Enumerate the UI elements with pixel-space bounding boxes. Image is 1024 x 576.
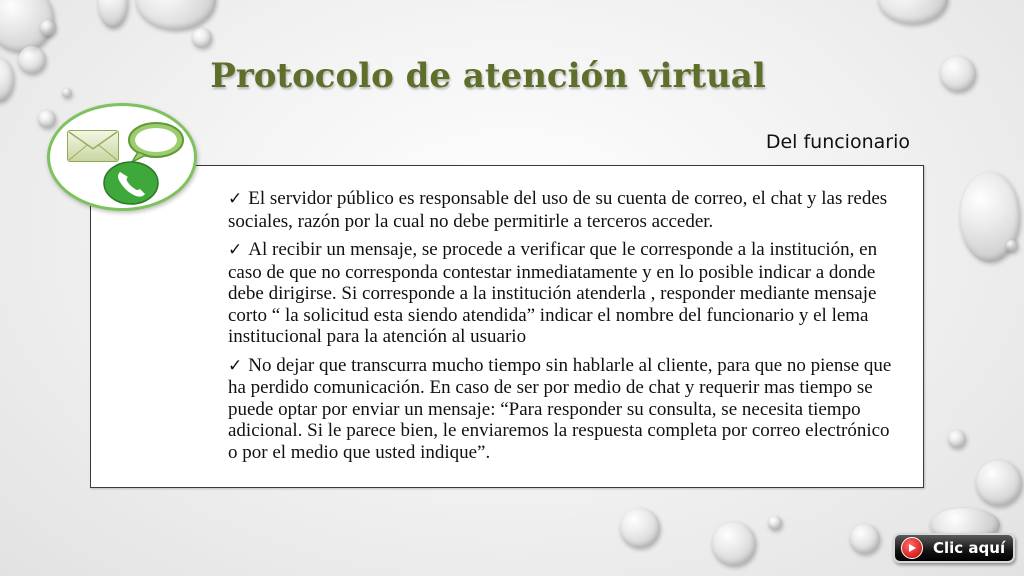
water-drop [878, 0, 948, 24]
water-drop [192, 28, 212, 48]
play-icon [901, 537, 923, 559]
water-drop [850, 524, 880, 554]
bullet-text: El servidor público es responsable del uso de su cuenta de correo, el chat y las redes sociales, razón por la cual no debe permitirle a terceros acceder. [228, 188, 888, 232]
clic-aqui-label: Clic aquí [933, 539, 1006, 557]
water-drop [712, 522, 756, 566]
slide-title: Protocolo de atención virtual [210, 56, 766, 96]
water-drop [768, 516, 782, 530]
chat-icon [126, 120, 186, 164]
bullet-text: Al recibir un mensaje, se procede a verificar que le corresponde a la institución, en caso de que no corresponda contestar inmediatamente y en lo posible indicar a donde debe dirigirse. Si corresponde a la institución atenderla , responder mediante mensaje corto “ la solicitud esta siendo atendida” indicar el nombre del funcionario y el lema institucional para la atención al usuario [228, 239, 878, 347]
water-drop [620, 508, 660, 548]
bullet-item [228, 188, 897, 232]
bullet-item [228, 239, 897, 348]
water-drop [40, 20, 56, 36]
content-box [90, 165, 924, 488]
water-drop [98, 0, 128, 28]
communication-icons-badge [47, 103, 197, 211]
water-drop [136, 0, 216, 30]
slide-subtitle: Del funcionario [765, 131, 910, 153]
mail-icon [67, 130, 119, 162]
clic-aqui-button[interactable] [893, 533, 1015, 563]
bullet-item [228, 355, 897, 464]
water-drop [948, 430, 966, 448]
check-icon: ✓ [228, 355, 243, 376]
water-drop [976, 460, 1022, 506]
water-drop [1006, 240, 1018, 252]
water-drop [38, 110, 56, 128]
bullet-text: No dejar que transcurra mucho tiempo sin hablarle al cliente, para que no piense que ha perdido comunicación. En caso de ser por medio de chat y requerir mas tiempo se puede optar por enviar un mensaje: “Para responder su consulta, se necesita tiempo adicional. Si le parece bien, le enviaremos la respuesta completa por correo electrónico o por el medio que usted indique”. [228, 354, 892, 463]
phone-icon [102, 160, 160, 206]
check-icon: ✓ [228, 240, 243, 260]
check-icon: ✓ [228, 189, 243, 209]
